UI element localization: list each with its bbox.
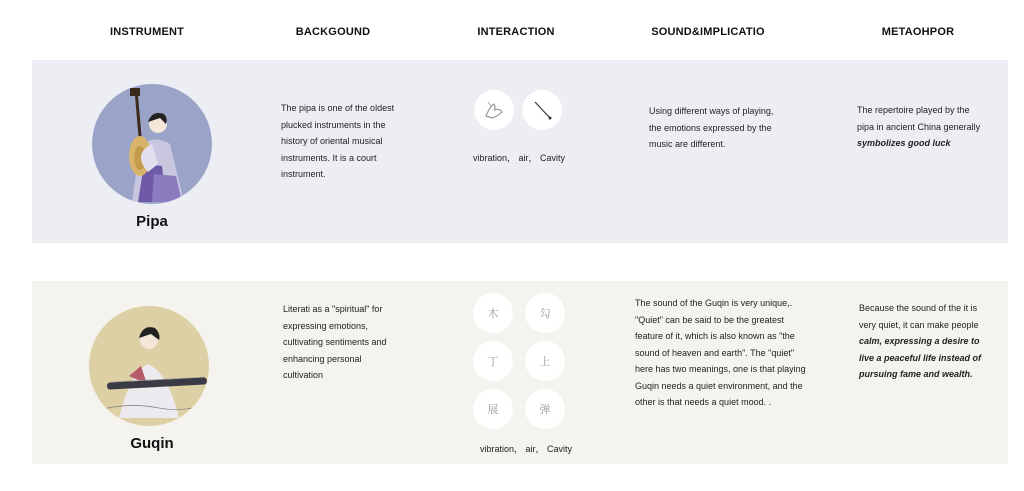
fingering-glyph-icon bbox=[525, 389, 565, 429]
text-line: history of oriental musical bbox=[281, 136, 383, 146]
text-line: The pipa is one of the oldest bbox=[281, 103, 395, 113]
pipa-interaction-caption: vibration， air， Cavity bbox=[473, 153, 566, 163]
fingering-glyph-icon bbox=[473, 341, 513, 381]
fingering-glyph: 木 bbox=[487, 307, 499, 320]
text-line: expressing emotions, bbox=[283, 320, 369, 331]
text-line: Because the sound of the it is bbox=[859, 303, 978, 313]
header-metaphor: METAOHPOR bbox=[881, 26, 955, 38]
text-line: "Quiet" can be said to be the greatest bbox=[635, 314, 784, 325]
instrument-row-guqin bbox=[32, 281, 1008, 464]
text-line: The sound of the Guqin is very unique,. bbox=[635, 298, 793, 308]
pipa-metaphor-text bbox=[857, 102, 1007, 152]
header-instrument: INSTRUMENT bbox=[109, 26, 185, 38]
instrument-row-pipa bbox=[32, 60, 1008, 243]
text-line: Using different ways of playing, bbox=[649, 106, 774, 116]
text-line: enhancing personal bbox=[283, 353, 362, 364]
text-line: instruments. It is a court bbox=[281, 152, 377, 163]
strum-line-icon bbox=[522, 90, 562, 130]
guqin-illustration bbox=[89, 306, 209, 426]
header-background: BACKGOUND bbox=[295, 26, 371, 38]
text-line: other is that needs a quiet mood. . bbox=[635, 397, 772, 407]
text-line: Guqin needs a quiet environment, and the bbox=[635, 380, 803, 391]
instrument-name-guqin: Guqin bbox=[130, 435, 174, 452]
fingering-glyph-icon bbox=[525, 293, 565, 333]
guqin-interaction-caption: vibration， air， Cavity bbox=[480, 444, 573, 454]
header-interaction: INTERACTION bbox=[477, 26, 555, 38]
fingering-glyph-icon bbox=[525, 341, 565, 381]
pipa-sound-text bbox=[649, 103, 819, 153]
emphasis-line: calm, expressing a desire to bbox=[859, 336, 980, 346]
text-line: feature of it, which is also known as "the bbox=[635, 331, 795, 341]
emphasis-line: pursuing fame and wealth. bbox=[859, 369, 973, 379]
emphasis-line: symbolizes good luck bbox=[857, 138, 951, 148]
fingering-glyph: 上 bbox=[539, 355, 551, 368]
text-line: Literati as a "spiritual" for bbox=[283, 304, 383, 314]
pipa-illustration bbox=[92, 84, 212, 204]
fingering-glyph-icon bbox=[473, 389, 513, 429]
guqin-metaphor-text bbox=[859, 300, 1007, 383]
fingering-glyph: 弹 bbox=[539, 403, 551, 416]
text-line: cultivating sentiments and bbox=[283, 337, 387, 347]
text-line: sound of heaven and earth". The "quiet" bbox=[635, 347, 795, 358]
header-sound-implication: SOUND&IMPLICATIO bbox=[651, 26, 765, 38]
text-line: music are different. bbox=[649, 139, 726, 149]
text-line: very quiet, it can make people bbox=[859, 319, 979, 330]
text-line: here has two meanings, one is that playing bbox=[635, 364, 806, 374]
fingering-glyph: 展 bbox=[487, 403, 499, 416]
text-line: instrument. bbox=[281, 169, 326, 179]
instrument-name-pipa: Pipa bbox=[136, 213, 168, 230]
guqin-sound-text bbox=[635, 295, 845, 411]
fingering-glyph: 丁 bbox=[487, 355, 499, 368]
pluck-hand-icon bbox=[474, 90, 514, 130]
guqin-background-text bbox=[283, 301, 433, 384]
pipa-background-text bbox=[281, 100, 431, 183]
text-line: cultivation bbox=[283, 370, 324, 380]
fingering-glyph: 勾 bbox=[539, 307, 551, 320]
fingering-glyph-icon bbox=[473, 293, 513, 333]
text-line: the emotions expressed by the bbox=[649, 122, 772, 133]
text-line: pipa in ancient China generally bbox=[857, 121, 981, 132]
text-line: plucked instruments in the bbox=[281, 119, 386, 130]
emphasis-line: live a peaceful life instead of bbox=[859, 352, 982, 363]
text-line: The repertoire played by the bbox=[857, 105, 970, 115]
